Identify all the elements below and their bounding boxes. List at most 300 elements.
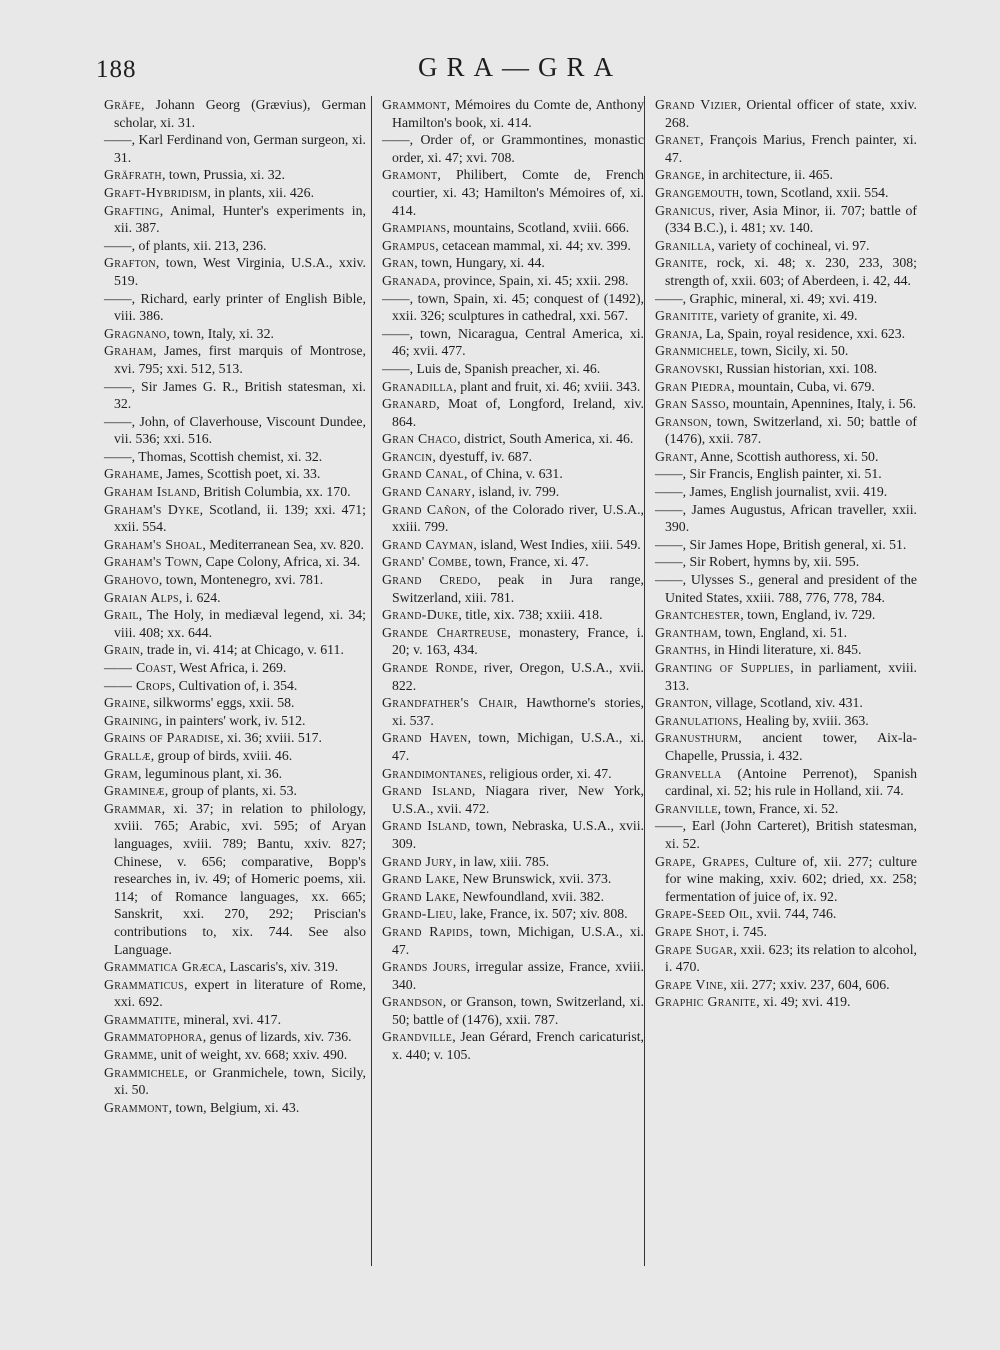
entry-text: ——, Sir James Hope, British general, xi. 51. — [655, 536, 907, 552]
entry-text: , province, Spain, xi. 45; xxii. 298. — [436, 272, 629, 288]
entry-text: , title, xix. 738; xxiii. 418. — [458, 607, 603, 623]
entry-text: , in architecture, ii. 465. — [701, 167, 834, 183]
entry-headword: Grand Island — [382, 818, 467, 834]
entry-text: , Jean Gérard, French caricaturist, x. 440; v. 105. — [392, 1029, 644, 1063]
entry-text: , island, iv. 799. — [471, 484, 560, 500]
entry-text: , in painters' work, iv. 512. — [158, 712, 306, 728]
index-entry — [655, 325, 917, 343]
entry-headword: Grampus — [382, 237, 436, 253]
entry-headword: Grant — [655, 448, 694, 464]
entry-headword: Graham's Shoal — [104, 536, 203, 552]
entry-headword: Grammatica Græca — [104, 959, 223, 975]
entry-text: , xi. 49; xvi. 419. — [756, 994, 851, 1010]
entry-text: , trade in, vi. 414; at Chicago, v. 611. — [139, 642, 344, 658]
entry-text: , Culture of, xii. 277; culture for wine making, xxiv. 602; dried, xx. 258; fermentation of juice of, ix. 92. — [665, 853, 917, 904]
index-entry — [104, 254, 366, 289]
entry-text: ——, Luis de, Spanish preacher, xi. 46. — [382, 360, 601, 376]
entry-text: , of China, v. 631. — [464, 466, 563, 482]
page-number: 188 — [96, 56, 137, 83]
entry-headword: Grampians — [382, 220, 447, 236]
entry-text: , lake, France, ix. 507; xiv. 808. — [452, 906, 628, 922]
index-entry — [382, 553, 644, 571]
entry-text: , town, Italy, xi. 32. — [166, 325, 274, 341]
entry-headword: Grand Haven — [382, 730, 468, 746]
entry-headword: Granths — [655, 642, 708, 658]
entry-headword: Grape-Seed Oil — [655, 906, 750, 922]
entry-headword: Gramont — [382, 167, 438, 183]
entry-headword: Granite — [655, 255, 704, 271]
index-entry — [655, 96, 917, 131]
entry-text: , village, Scotland, xiv. 431. — [708, 695, 863, 711]
index-entry — [104, 712, 366, 730]
entry-text: , town, Montenegro, xvi. 781. — [158, 572, 324, 588]
index-entry — [104, 1028, 366, 1046]
index-entry — [104, 958, 366, 976]
entry-text: , i. 745. — [725, 923, 767, 939]
entry-headword: Graham — [104, 343, 153, 359]
entry-text: , town, Michigan, U.S.A., xi. 47. — [392, 730, 644, 763]
index-entry — [382, 219, 644, 237]
entry-headword: Grand Island — [382, 783, 472, 799]
entry-text: , Philibert, Comte de, French courtier, xi. 43; Hamilton's Mémoires of, xi. 414. — [392, 167, 644, 218]
index-entry — [104, 202, 366, 237]
index-entry — [655, 941, 917, 976]
index-entry — [382, 360, 644, 378]
index-entry — [104, 1011, 366, 1029]
index-entry — [104, 131, 366, 166]
entry-text: , James, Scottish poet, xi. 33. — [159, 466, 321, 482]
entry-headword: Granilla — [655, 237, 712, 253]
index-entry — [382, 765, 644, 783]
entry-headword: Grahame — [104, 466, 160, 482]
entry-text: , town, West Virginia, U.S.A., xxiv. 519. — [114, 255, 366, 288]
entry-headword: Grand Cañon — [382, 501, 467, 517]
entry-text: , monastery, France, i. 20; v. 163, 434. — [392, 624, 645, 658]
index-entry — [655, 976, 917, 994]
entry-text: ——, Richard, early printer of English Bible, viii. 386. — [104, 290, 366, 324]
entry-headword: Grammichele — [104, 1064, 185, 1080]
index-entry — [382, 606, 644, 624]
entry-text: , in plants, xii. 426. — [207, 184, 315, 200]
entry-text: , town, England, iv. 729. — [740, 607, 876, 623]
entry-headword: Grand Canary — [382, 484, 472, 500]
entry-text: , town, England, xi. 51. — [717, 624, 848, 640]
index-entry — [382, 483, 644, 501]
index-entry — [655, 536, 917, 554]
entry-text: , irregular assize, France, xviii. 340. — [392, 959, 644, 992]
index-entry — [104, 606, 366, 641]
entry-headword: Grammatophora — [104, 1029, 203, 1045]
index-entry — [382, 166, 644, 219]
entry-headword: Grafting — [104, 202, 160, 218]
entry-text: , Animal, Hunter's experiments in, xii. 387. — [114, 202, 366, 236]
entry-headword: Grand Lake — [382, 888, 456, 904]
entry-text: , mountains, Scotland, xviii. 666. — [446, 220, 630, 236]
index-entry — [655, 342, 917, 360]
entry-headword: Grand Lake — [382, 871, 456, 887]
index-entry — [104, 325, 366, 343]
entry-text: , mineral, xvi. 417. — [176, 1011, 282, 1027]
index-entry — [382, 448, 644, 466]
entry-text: , Cape Colony, Africa, xi. 34. — [198, 554, 361, 570]
column-rule — [644, 96, 645, 1266]
entry-text: , town, Belgium, xi. 43. — [168, 1099, 300, 1115]
entry-headword: Grammar — [104, 800, 162, 816]
entry-text: , Anne, Scottish authoress, xi. 50. — [693, 448, 879, 464]
index-entry — [104, 501, 366, 536]
index-entry — [104, 800, 366, 958]
index-entry — [104, 553, 366, 571]
index-entry — [382, 782, 644, 817]
entry-headword: Grape, Grapes — [655, 853, 746, 869]
index-entry — [382, 729, 644, 764]
entry-headword: Granada — [382, 272, 437, 288]
entry-text: , or Granson, town, Switzerland, xi. 50; battle of (1476), xxii. 787. — [392, 994, 644, 1027]
entry-text: , group of birds, xviii. 46. — [150, 747, 293, 763]
entry-headword: Grand Vizier — [655, 97, 738, 112]
entry-text: , town, Prussia, xi. 32. — [161, 167, 285, 183]
entry-headword: Gran Sasso — [655, 396, 726, 412]
index-entry — [382, 325, 644, 360]
entry-headword: Graft-Hybridism — [104, 184, 208, 200]
entry-text: , xxii. 623; its relation to alcohol, i. 470. — [665, 941, 917, 975]
entry-headword: Gräfe — [104, 97, 142, 112]
index-entry — [655, 501, 917, 536]
index-column-3 — [655, 96, 917, 1011]
entry-text: , Moat of, Longford, Ireland, xiv. 864. — [392, 396, 644, 429]
entry-headword: Granadilla — [382, 378, 454, 394]
index-entry — [382, 131, 644, 166]
entry-text: , Cultivation of, i. 354. — [171, 677, 298, 693]
entry-text: , xi. 37; in relation to philology, xviii. 765; Arabic, xvi. 595; of Aryan languages, xviii. 789; Bantu, xxiv. 827; Chinese, v. 656; comparative, Bopp's researches in, iv. 49; of Homeric poems, xii. 114; of Romance languages, xx. 665; Sanskrit, xxi. 270, 292; Priscian's contributions to, xix. 744. See also Language. — [114, 800, 366, 957]
entry-text: ——, Graphic, mineral, xi. 49; xvi. 419. — [655, 290, 878, 306]
entry-headword: Grange — [655, 167, 702, 183]
index-entry — [655, 448, 917, 466]
entry-text: ——, Karl Ferdinand von, German surgeon, xi. 31. — [104, 132, 366, 165]
entry-headword: Grande Chartreuse — [382, 624, 508, 640]
index-entry — [382, 237, 644, 255]
index-entry — [382, 378, 644, 396]
entry-headword: Grand' Combe — [382, 554, 468, 570]
entry-headword: Grancin — [382, 448, 433, 464]
index-entry — [655, 694, 917, 712]
entry-text: , town, Nebraska, U.S.A., xvii. 309. — [392, 818, 644, 851]
index-entry — [655, 553, 917, 571]
entry-text: , La, Spain, royal residence, xxi. 623. — [699, 325, 906, 341]
entry-headword: Granville — [655, 800, 718, 816]
entry-text: , group of plants, xi. 53. — [164, 783, 297, 799]
index-entry — [382, 536, 644, 554]
index-entry — [104, 166, 366, 184]
entry-headword: Granson — [655, 413, 709, 429]
entry-text: , expert in literature of Rome, xxi. 692. — [114, 976, 366, 1010]
index-entry — [382, 888, 644, 906]
index-entry — [655, 360, 917, 378]
entry-headword: Granitite — [655, 308, 714, 324]
entry-text: , Johann Georg (Grævius), German scholar, xi. 31. — [114, 97, 366, 130]
index-entry — [104, 96, 366, 131]
entry-text: , religious order, xi. 47. — [482, 765, 612, 781]
index-entry — [104, 483, 366, 501]
entry-headword: Grangemouth — [655, 184, 740, 200]
index-entry — [104, 747, 366, 765]
entry-text: ——, town, Spain, xi. 45; conquest of (1492), xxii. 326; sculptures in cathedral, xxi. 567. — [382, 290, 644, 324]
entry-headword: Grain — [104, 642, 140, 658]
index-entry — [104, 677, 366, 695]
entry-text: , i. 624. — [178, 589, 221, 605]
entry-text: , town, Switzerland, xi. 50; battle of (1476), xxii. 787. — [665, 413, 917, 447]
entry-headword: Granmichele — [655, 343, 734, 359]
entry-text: , town, Michigan, U.S.A., xi. 47. — [392, 923, 644, 957]
index-entry — [655, 729, 917, 764]
entry-text: , François Marius, French painter, xi. 47. — [665, 132, 917, 165]
entry-headword: Grahovo — [104, 572, 159, 588]
index-entry — [104, 342, 366, 377]
entry-headword: Grand Canal — [382, 466, 465, 482]
entry-headword: Grande Ronde — [382, 660, 474, 675]
entry-headword: Grand-Duke — [382, 607, 459, 623]
entry-headword: Grammatite — [104, 1011, 177, 1027]
index-entry — [104, 976, 366, 1011]
entry-text: ——, Sir Robert, hymns by, xii. 595. — [655, 554, 860, 570]
entry-headword: Granton — [655, 695, 709, 711]
entry-text: , xii. 277; xxiv. 237, 604, 606. — [723, 976, 890, 992]
index-entry — [104, 290, 366, 325]
entry-text: , plant and fruit, xi. 46; xviii. 343. — [453, 378, 641, 394]
entry-text: , Mémoires du Comte de, Anthony Hamilton's book, xi. 414. — [392, 97, 644, 130]
entry-text: ——, Ulysses S., general and president of the United States, xxiii. 788, 776, 778, 784. — [655, 572, 917, 605]
index-entry — [104, 448, 366, 466]
entry-text: , variety of granite, xi. 49. — [713, 308, 858, 324]
entry-headword: Grandville — [382, 1029, 453, 1045]
index-entry — [104, 765, 366, 783]
entry-text: , mountain, Cuba, vi. 679. — [731, 378, 875, 394]
entry-headword: Graham's Town — [104, 554, 199, 570]
entry-headword: Grand-Lieu — [382, 906, 453, 922]
entry-headword: Grandimontanes — [382, 765, 483, 781]
index-entry — [382, 993, 644, 1028]
index-entry — [104, 694, 366, 712]
entry-text: , in Hindi literature, xi. 845. — [707, 642, 862, 658]
entry-text: , dyestuff, iv. 687. — [432, 448, 533, 464]
index-entry — [104, 571, 366, 589]
entry-headword: Grape Shot — [655, 923, 726, 939]
entry-text: , town, France, xi. 52. — [717, 800, 839, 816]
entry-headword: Gran Piedra — [655, 378, 732, 394]
entry-headword: Grand Rapids — [382, 923, 470, 939]
entry-text: , Newfoundland, xvii. 382. — [455, 888, 605, 904]
index-entry — [104, 589, 366, 607]
entry-text: , New Brunswick, xvii. 373. — [455, 871, 612, 887]
entry-text: ——, James, English journalist, xvii. 419. — [655, 484, 888, 500]
entry-headword: Grand Credo — [382, 572, 478, 588]
entry-headword: Graining — [104, 712, 159, 728]
index-entry — [382, 571, 644, 606]
entry-text: ——, Sir James G. R., British statesman, xi. 32. — [104, 378, 366, 412]
entry-text: , Niagara river, New York, U.S.A., xvii. 472. — [392, 783, 644, 816]
index-column-1 — [104, 96, 366, 1116]
index-entry — [104, 1046, 366, 1064]
entry-text: , peak in Jura range, Switzerland, xiii. 781. — [392, 572, 644, 605]
index-entry — [655, 395, 917, 413]
index-entry — [655, 993, 917, 1011]
index-entry — [382, 853, 644, 871]
index-entry — [655, 483, 917, 501]
entry-text: , British Columbia, xx. 170. — [196, 484, 351, 500]
entry-text: ——, town, Nicaragua, Central America, xi. 46; xvii. 477. — [382, 325, 644, 359]
entry-text: , rock, xi. 48; x. 230, 233, 308; strength of, xxii. 603; of Aberdeen, i. 42, 44. — [665, 255, 917, 288]
index-entry — [382, 624, 644, 659]
entry-text: , Hawthorne's stories, xi. 537. — [392, 695, 644, 728]
index-entry — [655, 853, 917, 906]
entry-headword: Granvella — [655, 765, 722, 781]
index-entry — [655, 817, 917, 852]
index-entry — [382, 958, 644, 993]
entry-headword: Grandfather's Chair — [382, 695, 514, 711]
entry-text: , island, West Indies, xiii. 549. — [473, 536, 641, 552]
entry-text: , silkworms' eggs, xxii. 58. — [146, 695, 295, 711]
index-entry — [655, 378, 917, 396]
entry-headword: Granet — [655, 132, 701, 148]
index-entry — [104, 659, 366, 677]
index-entry — [104, 1064, 366, 1099]
index-entry — [382, 870, 644, 888]
index-entry — [655, 624, 917, 642]
entry-text: , Mediterranean Sea, xv. 820. — [202, 536, 364, 552]
entry-headword: —— Coast — [104, 660, 173, 675]
entry-headword: Gramineæ — [104, 783, 165, 799]
entry-text: , unit of weight, xv. 668; xxiv. 490. — [153, 1047, 348, 1063]
index-entry — [655, 237, 917, 255]
entry-headword: Gramme — [104, 1047, 154, 1063]
entry-text: ——, Order of, or Grammontines, monastic order, xi. 47; xvi. 708. — [382, 132, 644, 165]
entry-headword: Grape Sugar — [655, 941, 734, 957]
index-entry — [655, 923, 917, 941]
entry-text: , genus of lizards, xiv. 736. — [202, 1029, 352, 1045]
entry-headword: Grantham — [655, 624, 718, 640]
index-entry — [655, 131, 917, 166]
index-entry — [382, 395, 644, 430]
entry-text: ——, John, of Claverhouse, Viscount Dundee, vii. 536; xxi. 516. — [104, 413, 366, 447]
entry-text: , river, Asia Minor, ii. 707; battle of (334 B.C.), i. 481; xv. 140. — [665, 202, 917, 236]
index-entry — [382, 1028, 644, 1063]
index-entry — [104, 184, 366, 202]
entry-headword: Granusthurm — [655, 730, 739, 746]
index-entry — [104, 729, 366, 747]
entry-headword: Gran Chaco — [382, 431, 458, 447]
entry-text: , in law, xiii. 785. — [452, 853, 550, 869]
entry-text: (Antoine Perrenot), Spanish cardinal, xi. 52; his rule in Holland, xii. 74. — [665, 765, 917, 799]
entry-headword: Graphic Granite — [655, 994, 757, 1010]
index-entry — [655, 712, 917, 730]
entry-text: , of the Colorado river, U.S.A., xxiii. 799. — [392, 501, 645, 535]
index-entry — [655, 202, 917, 237]
entry-headword: Gräfrath — [104, 167, 162, 183]
entry-headword: Grammont — [382, 97, 447, 112]
entry-text: , in parliament, xviii. 313. — [665, 660, 917, 693]
column-rule — [371, 96, 372, 1266]
index-entry — [382, 501, 644, 536]
entry-text: ——, of plants, xii. 213, 236. — [104, 237, 267, 253]
entry-headword: Grammaticus — [104, 976, 184, 992]
index-entry — [104, 536, 366, 554]
entry-text: , Oriental officer of state, xxiv. 268. — [665, 97, 917, 130]
index-entry — [655, 307, 917, 325]
entry-headword: Gran — [382, 255, 415, 271]
entry-headword: Graham Island — [104, 484, 197, 500]
index-entry — [382, 659, 644, 694]
entry-text: , Healing by, xviii. 363. — [738, 712, 869, 728]
index-entry — [382, 465, 644, 483]
entry-text: , town, Hungary, xi. 44. — [414, 255, 545, 271]
entry-headword: Grape Vine — [655, 976, 724, 992]
index-entry — [382, 905, 644, 923]
entry-text: , mountain, Apennines, Italy, i. 56. — [725, 396, 917, 412]
index-entry — [655, 413, 917, 448]
index-entry — [382, 694, 644, 729]
index-entry — [382, 96, 644, 131]
entry-headword: Grallæ — [104, 747, 151, 763]
entry-text: , Lascaris's, xiv. 319. — [222, 959, 339, 975]
entry-headword: Granulations — [655, 712, 739, 728]
index-entry — [104, 465, 366, 483]
index-entry — [104, 782, 366, 800]
entry-text: , town, Sicily, xi. 50. — [733, 343, 849, 359]
index-entry — [104, 641, 366, 659]
entry-text: , leguminous plant, xi. 36. — [137, 765, 283, 781]
entry-text: , The Holy, in mediæval legend, xi. 34; viii. 408; xx. 644. — [114, 607, 366, 640]
entry-headword: Grantchester — [655, 607, 741, 623]
index-entry — [655, 184, 917, 202]
index-entry — [382, 817, 644, 852]
index-entry — [655, 765, 917, 800]
index-entry — [104, 378, 366, 413]
index-entry — [655, 800, 917, 818]
entry-text: , James, first marquis of Montrose, xvi. 795; xxi. 512, 513. — [114, 343, 366, 376]
entry-text: ——, Earl (John Carteret), British statesman, xi. 52. — [655, 818, 917, 851]
entry-headword: Grand Cayman — [382, 536, 474, 552]
index-entry — [104, 413, 366, 448]
entry-headword: Granard — [382, 396, 437, 412]
index-entry — [655, 166, 917, 184]
entry-headword: Grands Jours — [382, 959, 467, 975]
index-entry — [382, 430, 644, 448]
entry-text: , xi. 36; xviii. 517. — [220, 730, 323, 746]
index-entry — [382, 254, 644, 272]
entry-text: , or Granmichele, town, Sicily, xi. 50. — [114, 1064, 366, 1098]
entry-headword: Graian Alps — [104, 589, 179, 605]
entry-headword: Gragnano — [104, 325, 167, 341]
index-entry — [104, 237, 366, 255]
index-column-2 — [382, 96, 644, 1064]
entry-headword: Grand Jury — [382, 853, 453, 869]
entry-text: ——, Thomas, Scottish chemist, xi. 32. — [104, 448, 323, 464]
entry-text: , ancient tower, Aix-la-Chapelle, Prussia, i. 432. — [665, 730, 917, 763]
index-entry — [655, 905, 917, 923]
entry-headword: —— Crops — [104, 677, 172, 693]
index-entry — [382, 272, 644, 290]
entry-text: , Russian historian, xxi. 108. — [719, 360, 878, 376]
entry-text: , variety of cochineal, vi. 97. — [711, 237, 870, 253]
entry-text: , Scotland, ii. 139; xxi. 471; xxii. 554. — [114, 501, 366, 535]
entry-headword: Granicus — [655, 202, 712, 218]
entry-text: , river, Oregon, U.S.A., xvii. 822. — [392, 660, 644, 693]
entry-headword: Granovski — [655, 360, 720, 376]
entry-text: ——, James Augustus, African traveller, xxii. 390. — [655, 501, 917, 535]
index-entry — [655, 465, 917, 483]
entry-text: ——, Sir Francis, English painter, xi. 51. — [655, 466, 882, 482]
index-entry — [655, 659, 917, 694]
